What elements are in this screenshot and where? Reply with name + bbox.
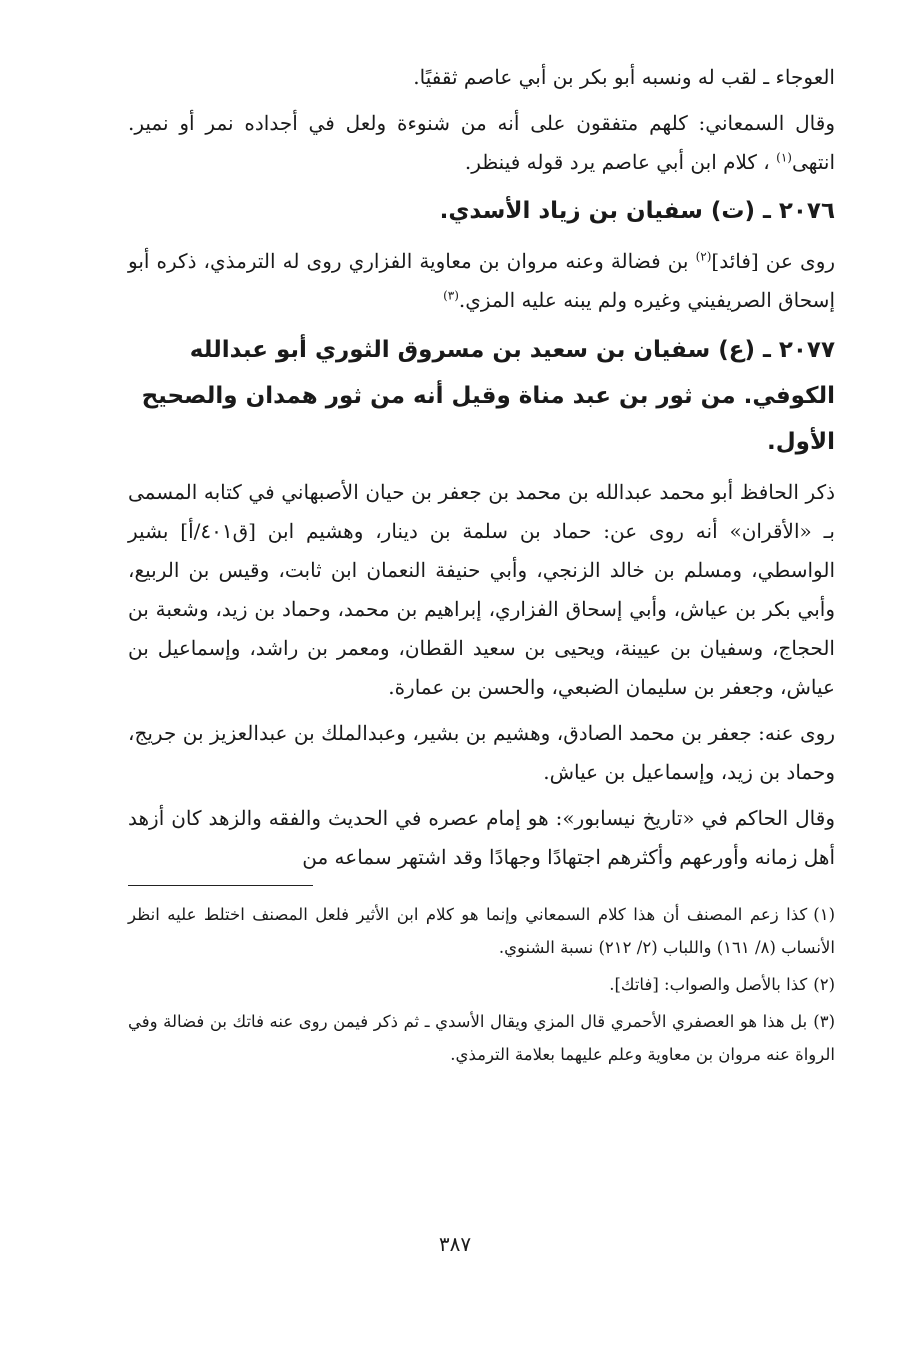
page-number: ٣٨٧ [438,1232,472,1256]
paragraph-text: بن فضالة وعنه مروان بن معاوية الفزاري روى له الترمذي، ذكره أبو إسحاق الصريفيني وغيره ولم يبنه عليه المزي. [128,249,835,312]
footnote-1 [128,898,835,964]
paragraph-narrators [128,714,835,792]
entry-heading-2076: ٢٠٧٦ ـ (ت) سفيان بن زياد الأسدي. [439,198,835,224]
footnote-2 [128,968,835,1001]
footnote-text: كذا زعم المصنف أن هذا كلام السمعاني وإنما هو كلام ابن الأثير فلعل المصنف اختلط عليه انظر الأنساب (٨/ ١٦١) واللباب (٢/ ٢١٢) نسبة الشنوي. [128,905,835,957]
footnote-text: كذا بالأصل والصواب: [فاتك]. [609,975,808,994]
paragraph-text: العوجاء ـ لقب له ونسبه أبو بكر بن أبي عاصم ثقفيًا. [413,65,835,89]
footnote-ref[interactable]: (٣) [443,288,459,303]
footnote-number: (٣) [813,1012,835,1031]
footnote-ref[interactable]: (١) [776,150,792,165]
paragraph-text: وقال الحاكم في «تاريخ نيسابور»: هو إمام عصره في الحديث والفقه والزهد كان أزهد أهل زمانه وأورعهم وأكثرهم اجتهادًا وجهادًا وقد اشتهر سماعه من [128,806,835,869]
paragraph-samani [128,104,835,182]
footnote-number: (٢) [813,975,835,994]
book-page [128,58,835,1357]
paragraph-aqran [128,473,835,707]
footnote-divider [128,885,313,886]
paragraph-hakim [128,799,835,877]
paragraph-text: روى عن [فائد] [711,249,836,273]
paragraph-text: وقال السمعاني: كلهم متفقون على أنه من شنوءة ولعل في أجداده نمر أو نمير. انتهى [128,111,835,174]
footnote-ref[interactable]: (٢) [695,249,712,264]
paragraph-text: ، كلام ابن أبي عاصم يرد قوله فينظر. [464,150,770,174]
paragraph-intro [128,58,835,97]
entry-heading-2077: ٢٠٧٧ ـ (ع) سفيان بن سعيد بن مسروق الثوري أبو عبدالله الكوفي. من ثور بن عبد مناة وقيل أنه من ثور همدان والصحيح الأول. [141,337,835,455]
paragraph-text: ذكر الحافظ أبو محمد عبدالله بن محمد بن جعفر بن حيان الأصبهاني في كتابه المسمى بـ «الأقران» أنه روى عن: حماد بن سلمة بن دينار، وهشيم ابن [ق٤٠١/أ] بشير الواسطي، ومسلم بن خالد الزنجي، وأبي حنيفة النعمان ابن ثابت، وقيس بن الربيع، وأبي بكر بن عياش، وأبي إسحاق الفزاري، إبراهيم بن محمد، وحماد بن زيد، وشعبة بن الحجاج، وسفيان بن عيينة، ويحيى بن سعيد القطان، ومعمر بن راشد، وإسماعيل بن عياش، وجعفر بن سليمان الضبعي، والحسن بن عمارة. [128,480,836,699]
footnote-number: (١) [813,905,835,924]
footnote-3 [128,1005,835,1071]
paragraph-sufyan-ziyad [128,242,835,320]
paragraph-text: روى عنه: جعفر بن محمد الصادق، وهشيم بن بشير، وعبدالملك بن عبدالعزيز بن جريج، وحماد بن زيد، وإسماعيل بن عياش. [128,721,835,784]
footnote-text: بل هذا هو العصفري الأحمري قال المزي ويقال الأسدي ـ ثم ذكر فيمن روى عنه فاتك بن فضالة وفي الرواة عنه مروان بن معاوية وعلم عليهما بعلامة الترمذي. [128,1012,835,1064]
